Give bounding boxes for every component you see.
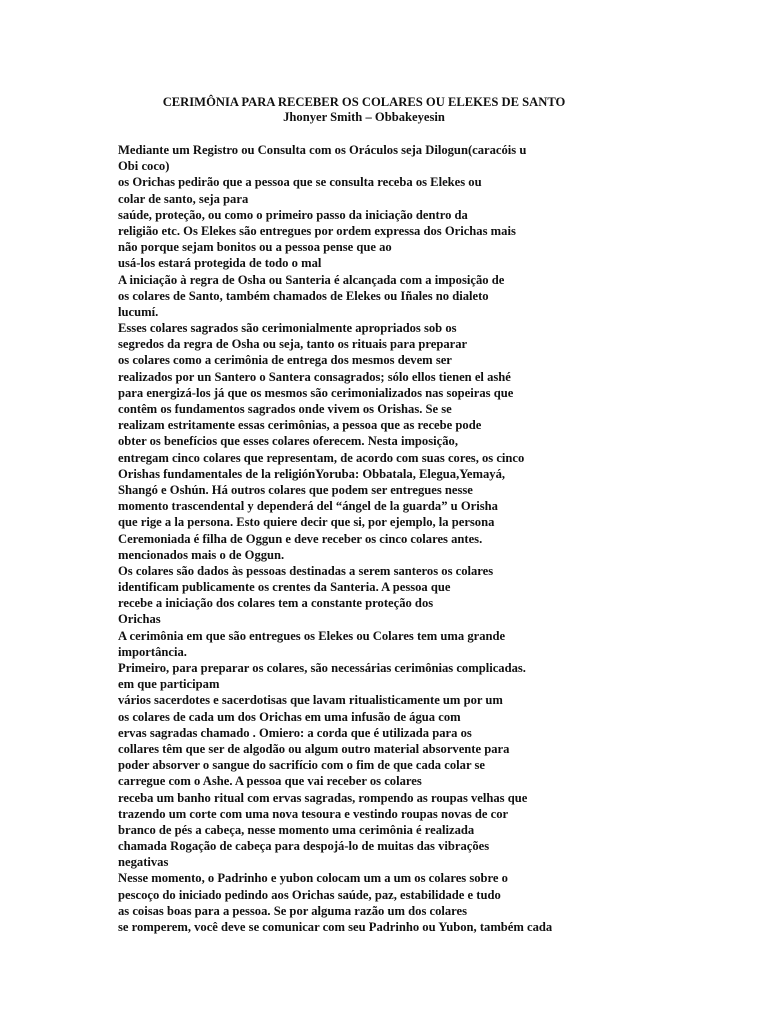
body-line: receba um banho ritual com ervas sagradas, rompendo as roupas velhas que (118, 790, 528, 805)
document-body (118, 142, 553, 935)
body-line: collares têm que ser de algodão ou algum outro material absorvente para (118, 741, 510, 756)
body-line: os colares de cada um dos Orichas em uma infusão de água com (118, 709, 461, 724)
body-line: saúde, proteção, ou como o primeiro passo da iniciação dentro da (118, 207, 468, 222)
body-line: A cerimônia em que são entregues os Elekes ou Colares tem uma grande (118, 628, 506, 643)
body-line: recebe a iniciação dos colares tem a constante proteção dos (118, 596, 434, 611)
body-line: Obi coco) (118, 159, 170, 174)
body-line: negativas (118, 855, 169, 870)
body-line: não porque sejam bonitos ou a pessoa pense que ao (118, 240, 392, 255)
body-line: Primeiro, para preparar os colares, são necessárias cerimônias complicadas. (118, 661, 526, 675)
body-line: segredos da regra de Osha ou seja, tanto os rituais para preparar (118, 337, 468, 352)
body-line: em que participam (118, 677, 220, 692)
body-line: os colares como a cerimônia de entrega dos mesmos devem ser (118, 353, 452, 368)
body-line: chamada Rogação de cabeça para despojá-lo de muitas das vibrações (118, 839, 490, 854)
body-line: Nesse momento, o Padrinho e yubon colocam um a um os colares sobre o (118, 871, 508, 886)
body-line: religião etc. Os Elekes são entregues por ordem expressa dos Orichas mais (118, 223, 516, 238)
body-line: branco de pés a cabeça, nesse momento uma cerimônia é realizada (118, 822, 475, 837)
body-line: se romperem, você deve se comunicar com seu Padrinho ou Yubon, também cada (118, 920, 553, 934)
body-line: Os colares são dados às pessoas destinadas a serem santeros os colares (118, 563, 494, 578)
body-line: as coisas boas para a pessoa. Se por alguma razão um dos colares (118, 903, 468, 918)
document-title: CERIMÔNIA PARA RECEBER OS COLARES OU ELEKES DE SANTO (162, 95, 566, 109)
body-line: lucumí. (118, 304, 159, 319)
body-line: poder absorver o sangue do sacrifício com o fim de que cada colar se (118, 758, 485, 773)
body-line: que rige a la persona. Esto quiere decir que si, por ejemplo, la persona (118, 515, 495, 530)
body-line: Shangó e Oshún. Há outros colares que podem ser entregues nesse (118, 482, 473, 497)
body-line: pescoço do iniciado pedindo aos Orichas saúde, paz, estabilidade e tudo (118, 887, 501, 902)
body-line: colar de santo, seja para (118, 191, 249, 206)
body-line: realizam estritamente essas cerimônias, a pessoa que as recebe pode (118, 418, 482, 433)
body-line: Orichas (118, 612, 161, 627)
body-line: ervas sagradas chamado . Omiero: a corda que é utilizada para os (118, 725, 472, 740)
body-line: Orishas fundamentales de la religiónYoruba: Obbatala, Elegua,Yemayá, (118, 466, 506, 481)
body-line: contêm os fundamentos sagrados onde vivem os Orishas. Se se (118, 402, 452, 416)
body-line: obter os benefícios que esses colares oferecem. Nesta imposição, (118, 434, 458, 449)
body-line: vários sacerdotes e sacerdotisas que lavam ritualisticamente um por um (118, 693, 503, 708)
body-line: trazendo um corte com uma nova tesoura e vestindo roupas novas de cor (118, 806, 509, 821)
body-line: importância. (118, 644, 187, 659)
document-author: Jhonyer Smith – Obbakeyesin (283, 110, 445, 124)
body-line: os colares de Santo, também chamados de Elekes ou Iñales no dialeto (118, 288, 489, 303)
body-line: os Orichas pedirão que a pessoa que se consulta receba os Elekes ou (118, 175, 482, 190)
body-line: Ceremoniada é filha de Oggun e deve receber os cinco colares antes. (118, 531, 483, 546)
body-line: identificam publicamente os crentes da Santeria. A pessoa que (118, 580, 451, 595)
body-line: usá-los estará protegida de todo o mal (118, 256, 322, 271)
body-line: Esses colares sagrados são cerimonialmente apropriados sob os (118, 321, 457, 336)
body-line: Mediante um Registro ou Consulta com os Oráculos seja Dilogun(caracóis u (118, 143, 527, 157)
body-line: momento trascendental y dependerá del “ángel de la guarda” u Orisha (118, 499, 498, 514)
body-line: para energizá-los já que os mesmos são cerimonializados nas sopeiras que (118, 385, 514, 400)
body-line: entregam cinco colares que representam, de acordo com suas cores, os cinco (118, 450, 525, 465)
body-line: carregue com o Ashe. A pessoa que vai receber os colares (118, 774, 422, 789)
body-line: A iniciação à regra de Osha ou Santeria é alcançada com a imposição de (118, 272, 505, 287)
body-line: mencionados mais o de Oggun. (118, 547, 285, 562)
body-line: realizados por un Santero o Santera consagrados; sólo ellos tienen el ashé (118, 369, 511, 384)
